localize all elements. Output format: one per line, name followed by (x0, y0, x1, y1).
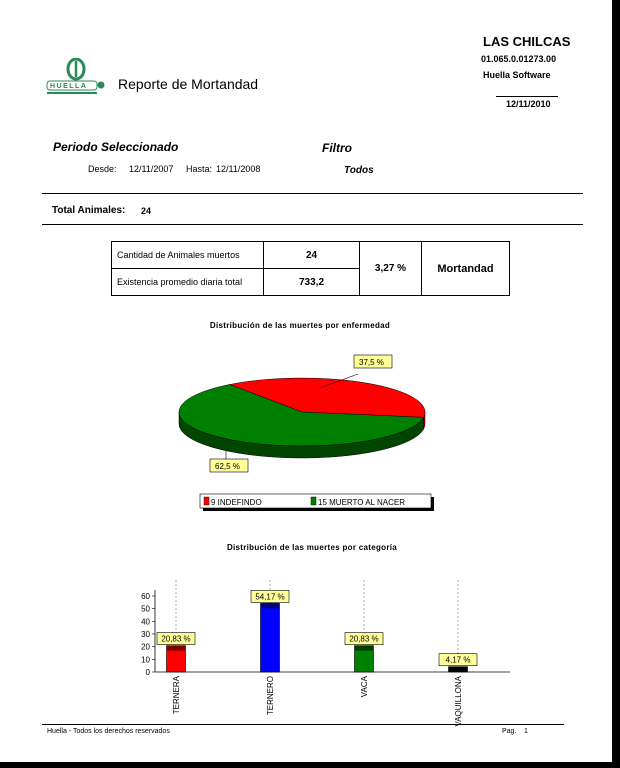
summary-label: Cantidad de Animales muertos (112, 242, 264, 269)
bar-data-label: 54,17 % (255, 592, 285, 602)
total-animals-label: Total Animales: (52, 205, 126, 216)
footer-page-label: Pag. (502, 728, 517, 735)
company-name: LAS CHILCAS (483, 34, 571, 49)
pie-legend-label: 15 MUERTO AL NACER (318, 498, 405, 507)
x-category-label: TERNERO (266, 676, 275, 716)
report-date: 12/11/2010 (506, 99, 551, 109)
footer-page-number: 1 (524, 728, 528, 735)
software-name: Huella Software (483, 70, 551, 80)
bar-data-label: 20,83 % (161, 634, 191, 644)
mortality-percent: 3,27 % (360, 242, 422, 296)
bar-chart-title: Distribución de las muertes por categoría (226, 543, 398, 552)
pie-legend-swatch (311, 497, 316, 505)
hasta-value: 12/11/2008 (216, 164, 261, 174)
y-tick-label: 50 (141, 604, 150, 614)
pie-data-label: 37,5 % (359, 358, 384, 367)
y-tick-label: 20 (141, 642, 150, 652)
y-tick-label: 60 (141, 592, 150, 601)
summary-value: 24 (264, 242, 360, 269)
y-tick-label: 30 (141, 630, 150, 639)
footer-copyright: Huella - Todos los derechos reservados (47, 728, 170, 735)
total-animals-value: 24 (141, 206, 152, 216)
bar (261, 603, 280, 672)
mortality-label: Mortandad (422, 242, 510, 296)
establishment-code: 01.065.0.01273.00 (481, 54, 557, 64)
bar-top (261, 603, 280, 608)
x-category-label: VAQUILLONA (454, 676, 463, 727)
bar-top (355, 646, 374, 651)
filter-heading: Filtro (322, 141, 352, 155)
pie-chart-title: Distribución de las muertes por enfermedad (209, 321, 391, 330)
logo-text: HUELLA (50, 83, 88, 90)
footer-divider (42, 724, 564, 725)
bar-data-label: 4,17 % (445, 655, 471, 665)
summary-label: Existencia promedio diaria total (112, 269, 264, 296)
pie-data-label: 62,5 % (215, 462, 240, 471)
bar-data-label: 20,83 % (349, 634, 379, 644)
report-title: Reporte de Mortandad (118, 76, 259, 92)
bar-top (167, 646, 186, 651)
y-tick-label: 10 (141, 655, 150, 665)
x-category-label: TERNERA (172, 676, 181, 715)
summary-value: 733,2 (264, 269, 360, 296)
x-category-label: VACA (360, 676, 369, 698)
desde-value: 12/11/2007 (129, 164, 174, 174)
pie-legend-label: 9 INDEFINDO (211, 498, 262, 507)
desde-label: Desde: (88, 164, 117, 174)
y-tick-label: 0 (145, 668, 150, 677)
bar-top (449, 667, 468, 672)
pie-legend-swatch (204, 497, 209, 505)
period-heading: Periodo Seleccionado (53, 140, 179, 154)
filter-value: Todos (344, 165, 374, 176)
y-tick-label: 40 (141, 617, 150, 627)
hasta-label: Hasta: (186, 164, 213, 174)
